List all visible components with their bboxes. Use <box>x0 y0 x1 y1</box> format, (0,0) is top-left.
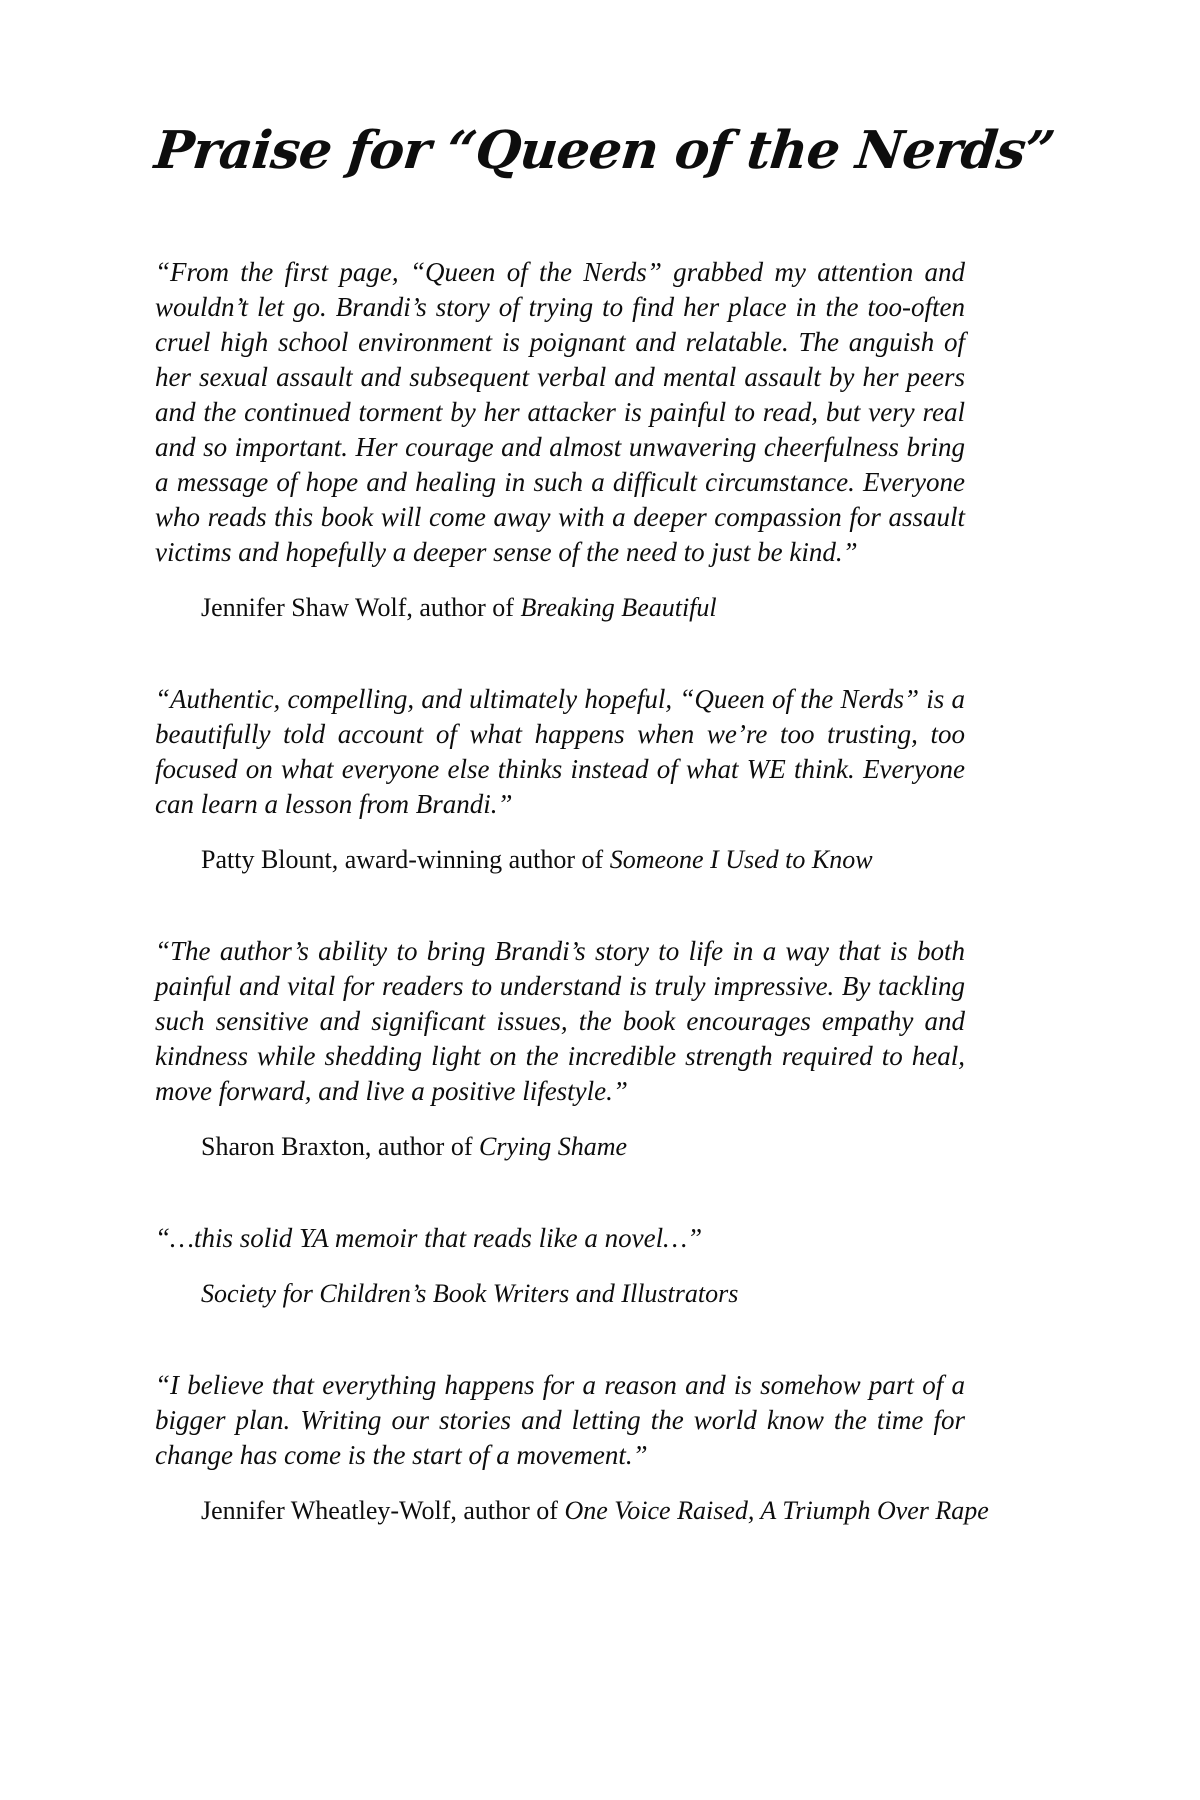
page-title: Praise for “Queen of the Nerds” <box>151 120 1057 181</box>
attribution-work-title: One Voice Raised, A Triumph Over Rape <box>564 1496 989 1525</box>
praise-entry <box>155 1221 965 1310</box>
quote-text: “…this solid YA memoir that reads like a novel…” <box>155 1223 703 1253</box>
attribution-name: Sharon Braxton, author of <box>201 1132 480 1161</box>
attribution-work-title: Breaking Beautiful <box>520 593 717 622</box>
attribution-name: Jennifer Wheatley-Wolf, author of <box>201 1496 565 1525</box>
quote-attribution <box>201 592 965 624</box>
praise-list <box>155 255 989 1527</box>
quote-text: “From the first page, “Queen of the Nerds” grabbed my attention and wouldn’t let go. Brandi’s story of trying to find her place in the too-often cruel high school environment is poignant and relatable. The anguish of her sexual assault and subsequent verbal and mental assault by her peers and the continued torment by her attacker is painful to read, but very real and so important. Her courage and almost unwavering cheerfulness bring a message of hope and healing in such a difficult circumstance. Everyone who reads this book will come away with a deeper compassion for assault victims and hopefully a deeper sense of the need to just be kind.” <box>155 257 965 567</box>
quote-text: “Authentic, compelling, and ultimately hopeful, “Queen of the Nerds” is a beautifully told account of what happens when we’re too trusting, too focused on what everyone else thinks instead of what WE think. Everyone can learn a lesson from Brandi.” <box>155 684 965 819</box>
attribution-work-title: Someone I Used to Know <box>609 845 873 874</box>
attribution-work-title: Society for Children’s Book Writers and Illustrators <box>201 1279 739 1308</box>
quote-attribution <box>201 1495 989 1527</box>
quote-text: “I believe that everything happens for a reason and is somehow part of a bigger plan. Writing our stories and letting the world know the time for change has come is the start of a movement.” <box>155 1370 965 1470</box>
praise-entry <box>155 1368 989 1527</box>
quote-attribution <box>201 1278 965 1310</box>
attribution-name: Patty Blount, award-winning author of <box>201 845 610 874</box>
quote-attribution <box>201 844 965 876</box>
quote-text: “The author’s ability to bring Brandi’s story to life in a way that is both painful and vital for readers to understand is truly impressive. By tackling such sensitive and significant issues, the book encourages empathy and kindness while shedding light on the incredible strength required to heal, move forward, and live a positive lifestyle.” <box>155 936 965 1106</box>
quote-attribution <box>201 1131 965 1163</box>
attribution-name: Jennifer Shaw Wolf, author of <box>201 593 521 622</box>
praise-entry <box>155 682 965 876</box>
praise-entry <box>155 934 965 1163</box>
attribution-work-title: Crying Shame <box>479 1132 628 1161</box>
praise-entry <box>155 255 965 624</box>
